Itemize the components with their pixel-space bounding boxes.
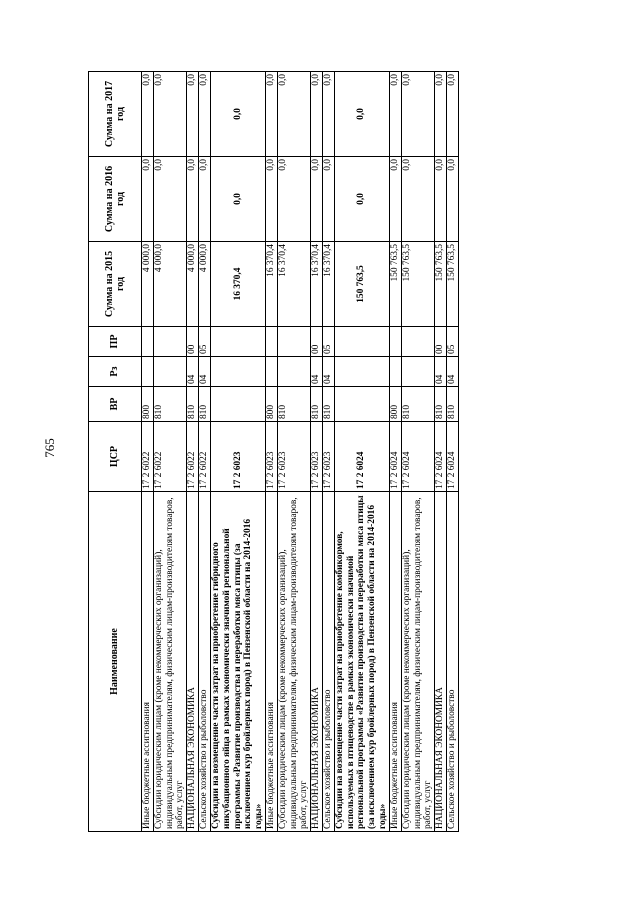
cell-csr: 17 2 6024 [435,422,447,492]
cell-name: Субсидии юридическим лицам (кроме некоммерческих организаций), индивидуальным предпринимателям, физическим лицам-производителям товаров, работ, услуг [153,492,186,832]
cell-2015: 16 370,4 [323,242,335,327]
cell-2016: 0,0 [142,157,154,242]
cell-pr [210,327,265,357]
table-row [277,72,310,832]
cell-vr: 810 [199,387,211,422]
cell-csr: 17 2 6022 [187,422,199,492]
cell-2016: 0,0 [199,157,211,242]
cell-pr: 00 [311,327,323,357]
cell-csr: 17 2 6024 [389,422,401,492]
cell-pr: 05 [199,327,211,357]
cell-pr: 05 [446,327,458,357]
header-vr: ВР [89,387,142,422]
cell-2016: 0,0 [323,157,335,242]
cell-pr: 05 [323,327,335,357]
cell-pr [277,327,310,357]
header-rz: Рз [89,357,142,387]
table-row [389,72,401,832]
cell-2017: 0,0 [311,72,323,157]
cell-2017: 0,0 [334,72,389,157]
cell-vr: 810 [323,387,335,422]
cell-rz [389,357,401,387]
cell-rz [142,357,154,387]
cell-vr: 810 [187,387,199,422]
cell-pr [153,327,186,357]
table-row [323,72,335,832]
cell-2016: 0,0 [210,157,265,242]
cell-2016: 0,0 [334,157,389,242]
cell-pr [389,327,401,357]
cell-vr: 800 [265,387,277,422]
cell-rz: 04 [199,357,211,387]
cell-rz: 04 [187,357,199,387]
cell-2015: 4 000,0 [153,242,186,327]
table-row [311,72,323,832]
cell-name: Сельское хозяйство и рыболовство [446,492,458,832]
cell-vr: 810 [311,387,323,422]
header-pr: ПР [89,327,142,357]
cell-name: НАЦИОНАЛЬНАЯ ЭКОНОМИКА [311,492,323,832]
cell-2016: 0,0 [435,157,447,242]
cell-vr: 810 [446,387,458,422]
table-row [199,72,211,832]
cell-name: Сельское хозяйство и рыболовство [323,492,335,832]
cell-2015: 150 763,5 [401,242,434,327]
cell-rz [277,357,310,387]
cell-name: Иные бюджетные ассигнования [142,492,154,832]
header-name: Наименование [89,492,142,832]
cell-2017: 0,0 [153,72,186,157]
cell-name: НАЦИОНАЛЬНАЯ ЭКОНОМИКА [435,492,447,832]
table-row [446,72,458,832]
cell-vr [210,387,265,422]
cell-pr [401,327,434,357]
cell-2015: 16 370,4 [277,242,310,327]
cell-2016: 0,0 [311,157,323,242]
cell-2015: 150 763,5 [389,242,401,327]
cell-name: Сельское хозяйство и рыболовство [199,492,211,832]
cell-2017: 0,0 [187,72,199,157]
cell-csr: 17 2 6022 [153,422,186,492]
cell-rz: 04 [311,357,323,387]
table-row [142,72,154,832]
cell-pr [265,327,277,357]
cell-2017: 0,0 [265,72,277,157]
cell-pr: 00 [187,327,199,357]
cell-2017: 0,0 [199,72,211,157]
cell-2015: 4 000,0 [199,242,211,327]
cell-2016: 0,0 [153,157,186,242]
header-2015: Сумма на 2015 год [89,242,142,327]
page-number: 765 [42,438,57,458]
cell-name: Субсидии на возмещение части затрат на приобретение комбикормов, используемых в птицеводстве в рамках экономически значимой региональной программы «Развитие производства и переработки мяса птицы (за исключением кур бройлерных пород) в Пензенской области на 2014-2016 годы» [334,492,389,832]
cell-csr: 17 2 6023 [265,422,277,492]
cell-rz: 04 [435,357,447,387]
cell-vr: 810 [435,387,447,422]
table-row [435,72,447,832]
table-header-row [89,72,142,832]
cell-2015: 16 370,4 [210,242,265,327]
cell-2015: 150 763,5 [435,242,447,327]
cell-2017: 0,0 [401,72,434,157]
cell-2015: 4 000,0 [142,242,154,327]
cell-csr: 17 2 6024 [401,422,434,492]
cell-2017: 0,0 [446,72,458,157]
table-row [265,72,277,832]
cell-vr [334,387,389,422]
cell-2016: 0,0 [277,157,310,242]
table-row [153,72,186,832]
cell-2015: 16 370,4 [265,242,277,327]
cell-vr: 810 [277,387,310,422]
cell-2017: 0,0 [142,72,154,157]
header-csr: ЦСР [89,422,142,492]
cell-2017: 0,0 [435,72,447,157]
cell-csr: 17 2 6024 [334,422,389,492]
cell-2015: 150 763,5 [334,242,389,327]
cell-csr: 17 2 6023 [311,422,323,492]
cell-csr: 17 2 6023 [277,422,310,492]
cell-name: НАЦИОНАЛЬНАЯ ЭКОНОМИКА [187,492,199,832]
cell-2017: 0,0 [389,72,401,157]
table-row [334,72,389,832]
cell-rz [401,357,434,387]
table-row [187,72,199,832]
budget-table [88,71,459,832]
cell-rz: 04 [446,357,458,387]
cell-2015: 16 370,4 [311,242,323,327]
cell-rz [334,357,389,387]
cell-2016: 0,0 [265,157,277,242]
cell-rz [153,357,186,387]
cell-csr: 17 2 6023 [210,422,265,492]
cell-2017: 0,0 [277,72,310,157]
header-2017: Сумма на 2017 год [89,72,142,157]
cell-csr: 17 2 6024 [446,422,458,492]
cell-vr: 800 [389,387,401,422]
cell-2015: 150 763,5 [446,242,458,327]
cell-vr: 800 [142,387,154,422]
cell-vr: 810 [401,387,434,422]
cell-vr: 810 [153,387,186,422]
table-row [210,72,265,832]
cell-rz [265,357,277,387]
cell-csr: 17 2 6023 [323,422,335,492]
cell-2016: 0,0 [187,157,199,242]
cell-2017: 0,0 [210,72,265,157]
cell-pr [334,327,389,357]
cell-2017: 0,0 [323,72,335,157]
cell-2016: 0,0 [401,157,434,242]
cell-rz: 04 [323,357,335,387]
cell-2016: 0,0 [389,157,401,242]
cell-pr [142,327,154,357]
cell-name: Субсидии юридическим лицам (кроме некоммерческих организаций), индивидуальным предпринимателям, физическим лицам-производителям товаров, работ, услуг [401,492,434,832]
cell-name: Субсидии юридическим лицам (кроме некоммерческих организаций), индивидуальным предпринимателям, физическим лицам-производителям товаров, работ, услуг [277,492,310,832]
cell-name: Субсидии на возмещение части затрат на приобретение гибридного инкубационного яйца в рамках экономически значимой региональной программы «Развитие производства и переработки мяса птицы (за исключением кур бройлерных пород) в Пензенской области на 2014-2016 годы» [210,492,265,832]
cell-name: Иные бюджетные ассигнования [265,492,277,832]
cell-pr: 00 [435,327,447,357]
table-row [401,72,434,832]
cell-rz [210,357,265,387]
cell-2016: 0,0 [446,157,458,242]
cell-csr: 17 2 6022 [142,422,154,492]
cell-name: Иные бюджетные ассигнования [389,492,401,832]
header-2016: Сумма на 2016 год [89,157,142,242]
budget-table-container [88,72,563,832]
cell-2015: 4 000,0 [187,242,199,327]
cell-csr: 17 2 6022 [199,422,211,492]
